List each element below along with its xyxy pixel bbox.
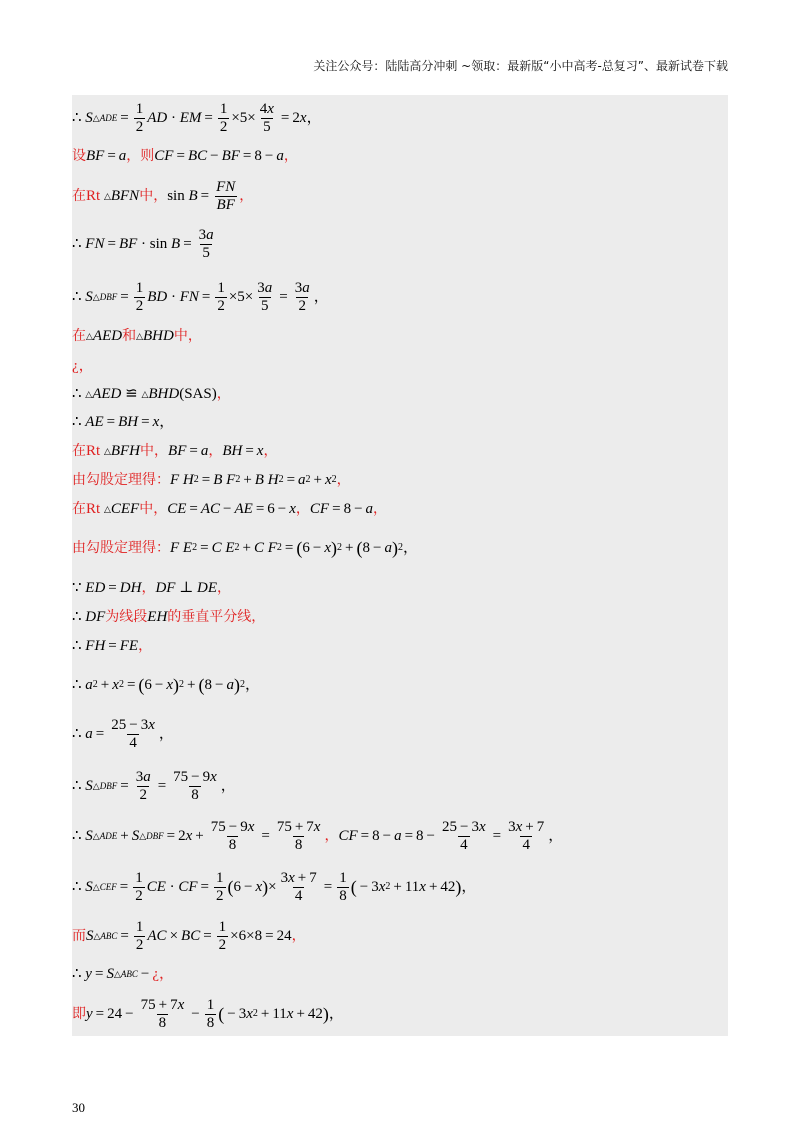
equation-line-12: 在 Rt △ CEF 中， CE = AC − AE = 6 − x ， CF = 8 − a ，	[72, 500, 388, 517]
equation-line-2: 设 BF = a ， 则 CF = BC − BF = 8 − a ，	[72, 147, 298, 164]
solution-content	[72, 95, 728, 1036]
equation-line-15: ∴ DF 为线段 EH 的垂直平分线，	[72, 608, 266, 625]
equation-line-5: ∴ S △DBF = $\frac{1}{2}$ BD · FN = $\frac{1}{2}$ ×5× $\frac{3a}{5}$ = $\frac{3a}{2}$ ，	[72, 279, 329, 314]
equation-line-16: ∴ FH = FE ，	[72, 637, 153, 654]
equation-line-9: ∴ AE = BH = x ，	[72, 413, 175, 430]
equation-line-14: ∵ ED = DH ， DF ⊥ DE ，	[72, 579, 232, 596]
equation-line-13: 由勾股定理得： F E 2 = C E 2 + C F 2 = ( 6 − x ) 2 + ( 8 − a ) 2 ，	[72, 538, 418, 558]
equation-line-7: ¿，	[72, 357, 94, 374]
equation-line-17: ∴ a 2 + x 2 = ( 6 − x ) 2 + ( 8 − a ) 2 ，	[72, 675, 260, 695]
equation-line-23: ∴ y = S △ABC − ¿，	[72, 965, 174, 982]
equation-line-22: 而 S △ABC = $\frac{1}{2}$ AC × BC = $\frac{1}{2}$ ×6×8 = 24 ，	[72, 918, 306, 953]
page-header: 关注公众号：陆陆高分冲刺 ~领取：最新版“小中高考-总复习”、最新试卷下载	[313, 59, 728, 73]
equation-line-21: ∴ S △CEF = $\frac{1}{2}$ CE · CF = $\frac{1}{2}$ ( 6 − x ) × $\frac{3x + 7}{4}$ = $\frac{1}{8}$ ( − 3 x 2 + 11 x + 42 ) ，	[72, 869, 477, 904]
equation-line-18: ∴ a = $\frac{25 - 3x}{4}$ ，	[72, 716, 174, 751]
equation-line-3: 在 Rt △ BFN 中， sin B = $\frac{FN}{BF}$ ，	[72, 178, 254, 213]
equation-line-11: 由勾股定理得： F H 2 = B F 2 + B H 2 = a 2 + x 2 ，	[72, 471, 351, 488]
page-number: 30	[72, 1100, 85, 1115]
equation-line-4: ∴ FN = BF · sin B = $\frac{3a}{5}$	[72, 226, 214, 261]
equation-line-24: 即 y = 24 − $\frac{75 + 7x}{8}$ − $\frac{1}{8}$ ( − 3 x 2 + 11 x + 42 ) ，	[72, 996, 344, 1031]
equation-line-6: 在 △ AED 和 △ BHD 中，	[72, 327, 202, 344]
equation-line-10: 在 Rt △ BFH 中， BF = a ， BH = x ，	[72, 442, 278, 459]
equation-line-19: ∴ S △DBF = $\frac{3a}{2}$ = $\frac{75 - 9x}{8}$ ，	[72, 768, 236, 803]
equation-line-8: ∴ △ AED ≌ △ BHD (SAS) ，	[72, 385, 231, 402]
equation-line-20: ∴ S △ADE + S △DBF = 2 x + $\frac{75 - 9x}{8}$ = $\frac{75 + 7x}{8}$ ， CF = 8 − a = 8 − $\frac{25 - 3x}{4}$ = $\frac{3x + 7}{4}$ ，	[72, 818, 564, 853]
equation-line-1: ∴ S △ADE = $\frac{1}{2}$ AD · EM = $\frac{1}{2}$ ×5× $\frac{4x}{5}$ = 2 x ，	[72, 100, 322, 135]
